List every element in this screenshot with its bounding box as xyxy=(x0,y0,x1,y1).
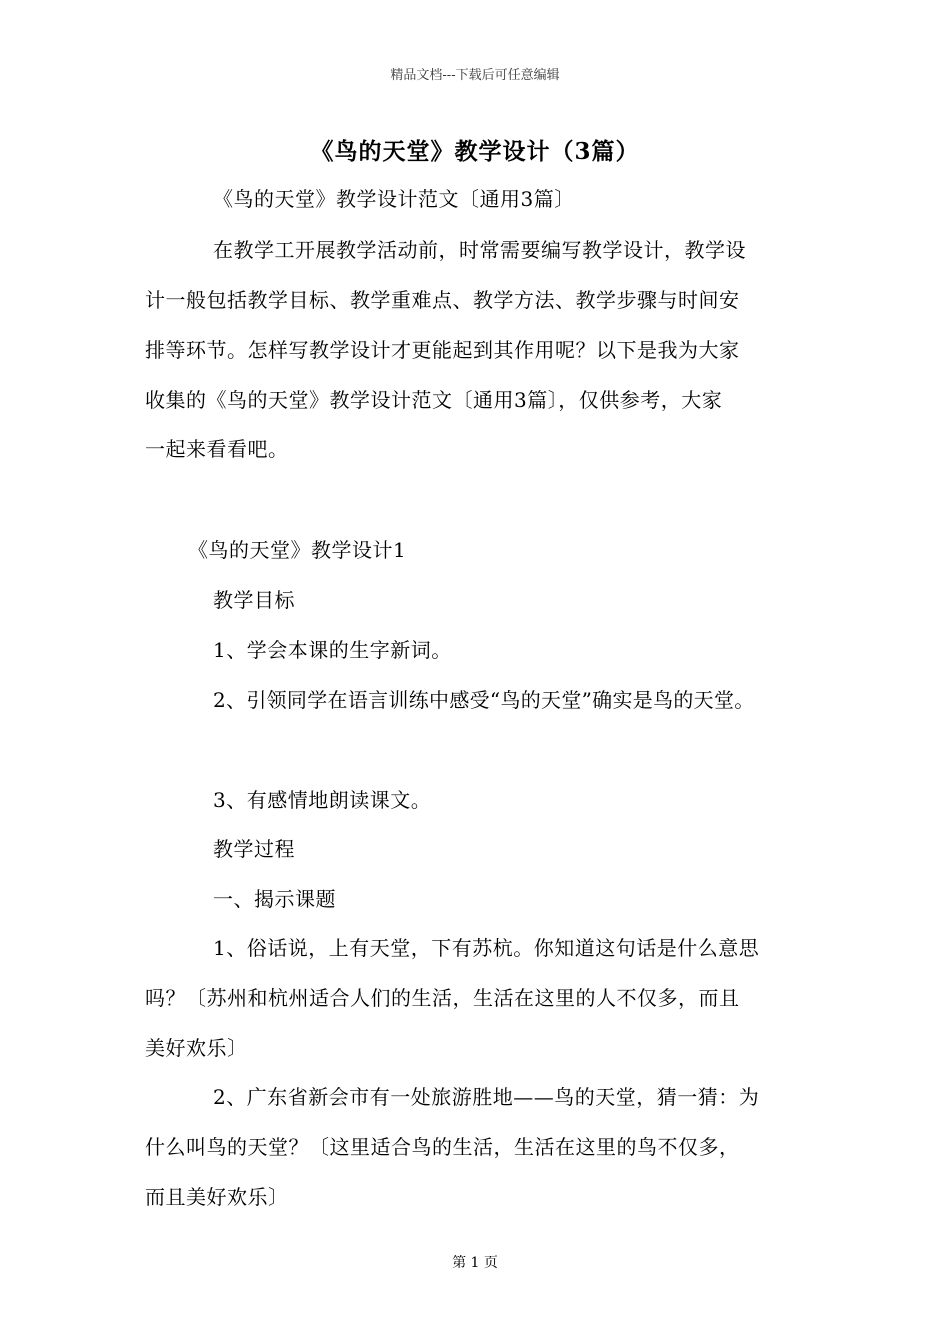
page-header: 精品文档---下载后可任意编辑 xyxy=(390,68,560,83)
goals-heading: 教学目标 xyxy=(213,588,295,612)
paragraph-line: 美好欢乐〕 xyxy=(145,1036,248,1060)
intro-line: 计一般包括教学目标、教学重难点、教学方法、教学步骤与时间安 xyxy=(145,288,740,312)
document-title: 《鸟的天堂》教学设计（3篇） xyxy=(310,138,640,165)
intro-line: 一起来看看吧。 xyxy=(145,437,289,461)
intro-line: 收集的《鸟的天堂》教学设计范文〔通用3篇〕，仅供参考，大家 xyxy=(145,388,723,412)
page-number: 第 1 页 xyxy=(452,1255,498,1271)
paragraph-line: 而且美好欢乐〕 xyxy=(145,1185,289,1209)
intro-line: 在教学工开展教学活动前，时常需要编写教学设计，教学设 xyxy=(213,238,746,262)
paragraph-line: 什么叫鸟的天堂？〔这里适合鸟的生活，生活在这里的鸟不仅多， xyxy=(145,1135,740,1159)
process-heading: 教学过程 xyxy=(213,837,295,861)
step-heading: 一、揭示课题 xyxy=(213,887,336,911)
paragraph-line: 2、广东省新会市有一处旅游胜地——鸟的天堂，猜一猜：为 xyxy=(213,1085,760,1109)
paragraph-line: 吗？〔苏州和杭州适合人们的生活，生活在这里的人不仅多，而且 xyxy=(145,986,740,1010)
goal-item: 3、有感情地朗读课文。 xyxy=(213,788,432,812)
section-heading: 《鸟的天堂》教学设计1 xyxy=(188,538,407,562)
goal-item: 1、学会本课的生字新词。 xyxy=(213,638,452,662)
intro-line: 排等环节。怎样写教学设计才更能起到其作用呢？以下是我为大家 xyxy=(145,338,740,362)
paragraph-line: 1、俗话说，上有天堂，下有苏杭。你知道这句话是什么意思 xyxy=(213,936,760,960)
document-subtitle: 《鸟的天堂》教学设计范文〔通用3篇〕 xyxy=(213,187,575,211)
goal-item: 2、引领同学在语言训练中感受“鸟的天堂”确实是鸟的天堂。 xyxy=(213,688,755,712)
